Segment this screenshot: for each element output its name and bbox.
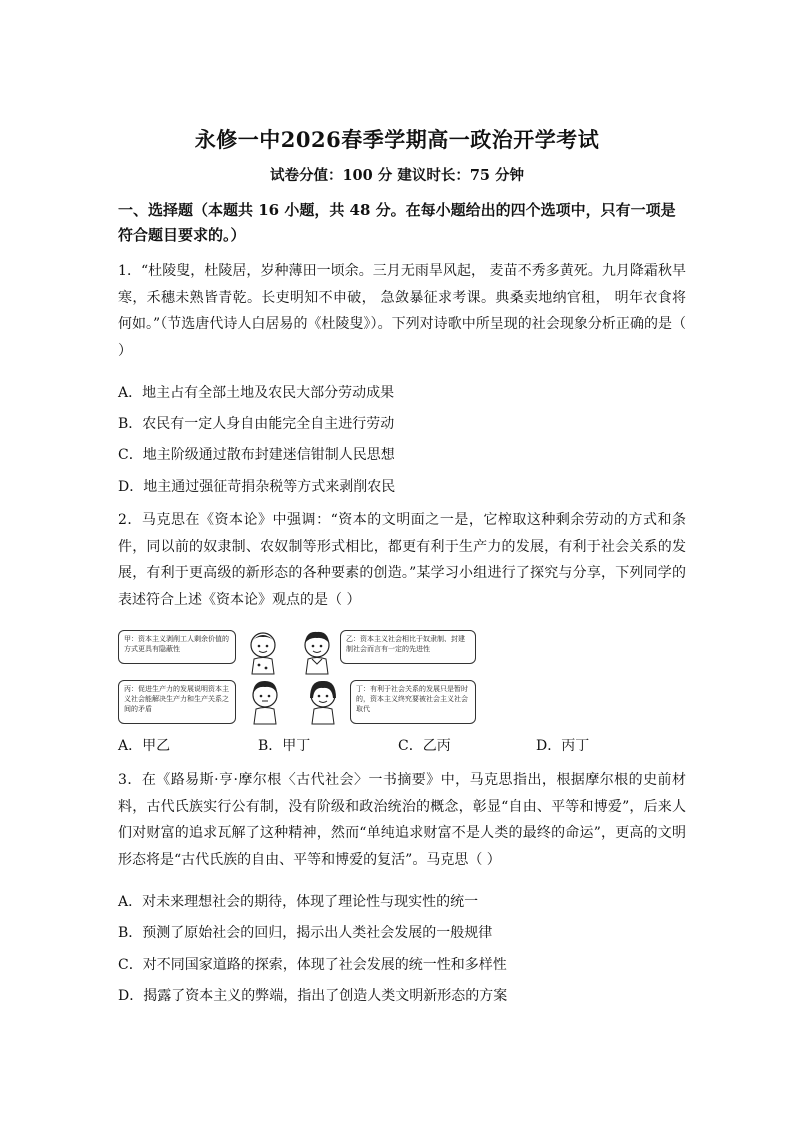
speech-bubble-yi: 乙：资本主义社会相比于奴隶制、封建制社会而言有一定的先进性	[340, 630, 476, 664]
question-3-option-c: C．对不同国家道路的探索，体现了社会发展的统一性和多样性	[118, 957, 507, 973]
student-yi-cartoon	[296, 628, 338, 676]
question-1-option-b: B．农民有一定人身自由能完全自主进行劳动	[118, 416, 395, 432]
exam-title: 永修一中2026春季学期高一政治开学考试	[194, 127, 600, 152]
question-3-option-b: B．预测了原始社会的回归，揭示出人类社会发展的一般规律	[118, 925, 493, 941]
section-heading: 一、选择题（本题共 16 小题，共 48 分。在每小题给出的四个选项中，只有一项是符合题目要求的。）	[118, 201, 676, 244]
question-1-option-d: D．地主通过强征苛捐杂税等方式来剥削农民	[118, 479, 396, 495]
speech-bubble-bing: 丙：促进生产力的发展说明资本主义社会能解决生产力和生产关系之间的矛盾	[118, 680, 236, 724]
speech-bubble-ding: 丁：有利于社会关系的发展只是暂时的，资本主义终究要被社会主义社会取代	[350, 680, 476, 724]
question-3-stem: 3．在《路易斯·亨·摩尔根〈古代社会〉一书摘要》中，马克思指出，根据摩尔根的史前材料，古代氏族实行公有制，没有阶级和政治统治的概念，彰显“自由、平等和博爱”，后来人们对财富的追求瓦解了这种精神，然而“单纯追求财富不是人类的最终的命运”，更高的文明形态将是“古代氏族的自由、平等和博爱的复活”。马克思（ ）	[118, 772, 686, 868]
question-2-option-a: A．甲乙	[118, 738, 171, 754]
question-2-stem: 2．马克思在《资本论》中强调：“资本的文明面之一是，它榨取这种剩余劳动的方式和条件，同以前的奴隶制、农奴制等形式相比，都更有利于生产力的发展，有利于社会关系的发展，有利于更高级的新形态的各种要素的创造。”某学习小组进行了探究与分享，下列同学的表述符合上述《资本论》观点的是（ ）	[118, 512, 686, 608]
question-3-option-a: A．对未来理想社会的期待，体现了理论性与现实性的统一	[118, 894, 479, 910]
student-bing-cartoon	[244, 678, 286, 726]
question-1-option-c: C．地主阶级通过散布封建迷信钳制人民思想	[118, 447, 395, 463]
question-2-option-c: C．乙丙	[398, 738, 451, 754]
student-ding-cartoon	[302, 678, 344, 726]
question-1-stem: 1．“杜陵叟，杜陵居，岁种薄田一顷余。三月无雨旱风起， 麦苗不秀多黄死。九月降霜秋早寒，禾穗未熟皆青乾。长吏明知不申破， 急敛暴征求考课。典桑卖地纳官租， 明年衣食将何如。”（节选唐代诗人白居易的《杜陵叟》）。下列对诗歌中所呈现的社会现象分析正确的是（ ）	[118, 263, 686, 359]
question-2-option-d: D．丙丁	[536, 738, 590, 754]
speech-bubble-jia: 甲：资本主义剥削工人剩余价值的方式更具有隐蔽性	[118, 630, 236, 664]
question-2-option-b: B．甲丁	[258, 738, 311, 754]
question-2-illustration	[118, 628, 476, 726]
question-1-option-a: A．地主占有全部土地及农民大部分劳动成果	[118, 385, 395, 401]
student-jia-cartoon	[242, 628, 284, 676]
exam-meta: 试卷分值：100 分 建议时长：75 分钟	[269, 167, 525, 184]
question-3-option-d: D．揭露了资本主义的弊端，指出了创造人类文明新形态的方案	[118, 988, 508, 1004]
